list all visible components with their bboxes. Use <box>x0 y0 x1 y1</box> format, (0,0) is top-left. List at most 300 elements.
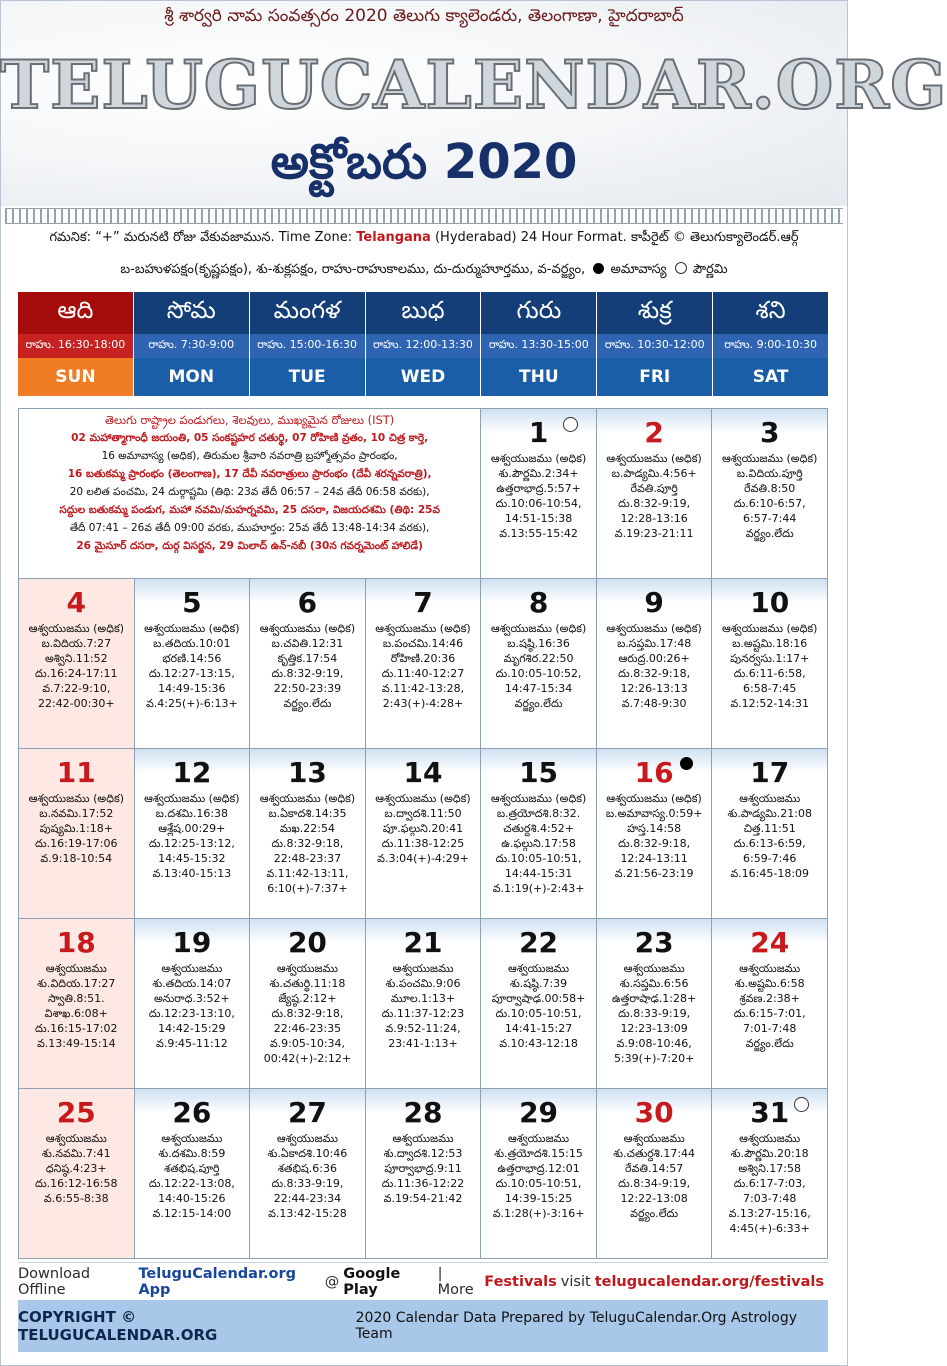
day-cell <box>481 1089 597 1259</box>
panchang-line: వ.9:05-10:34, <box>269 1037 346 1050</box>
panchang-line: ఆశ్వయుజము (అధిక) <box>28 792 124 805</box>
panchang-line: 6:10(+)-7:37+ <box>267 882 348 895</box>
panchang-line: ఉత్తరాభాద్ర.5:57+ <box>496 482 581 495</box>
panchang-line: రేవతి.పూర్తి <box>630 482 678 495</box>
panchang-line: ఆశ్వయుజము (అధిక) <box>375 792 471 805</box>
panchang-line: ఆశ్వయుజము (అధిక) <box>490 622 587 635</box>
panchang-line: 12:24-13:11 <box>620 852 688 865</box>
panchang-line: ఆశ్వయుజము <box>45 962 107 975</box>
festival-line: 02 మహాత్మాగాంధీ జయంతి, 05 సంకష్టహర చతుర్థి, 07 రోహిణి వ్రతం, 10 చిత్ర కార్తె, <box>71 432 429 444</box>
day-number: 27 <box>287 1096 327 1129</box>
ornament-divider <box>5 208 843 224</box>
panchang-line: బ.తదియ.10:01 <box>153 637 231 650</box>
panchang-line: ఆశ్వయుజము (అధిక) <box>490 792 587 805</box>
day-cell <box>597 919 713 1089</box>
day-cell <box>135 579 251 749</box>
panchang-line: 14:41-15:27 <box>504 1022 573 1035</box>
weekday-english-name: SAT <box>713 358 828 396</box>
weekday-english-name: FRI <box>597 358 712 396</box>
panchang-line: 23:41-1:13+ <box>388 1037 458 1050</box>
panchang-line: దు.8:32-9:18, <box>618 667 691 680</box>
day-cell <box>597 1089 713 1259</box>
day-cell <box>19 1089 135 1259</box>
weekday-rahukalam: రాహు. 15:00-16:30 <box>250 334 365 358</box>
weekday-rahukalam: రాహు. 12:00-13:30 <box>366 334 481 358</box>
panchang-line: పుష్యమి.1:18+ <box>39 822 113 835</box>
panchang-line: వ.1:28(+)-3:16+ <box>492 1207 585 1220</box>
panchang-line: ఆశ్వయుజము (అధిక) <box>375 622 471 635</box>
panchang-line: వ.4:25(+)-6:13+ <box>145 697 238 710</box>
panchang-line: ఆశ్వయుజము (అధిక) <box>259 622 356 635</box>
day-number: 30 <box>634 1096 674 1129</box>
panchang-line: శతభిష.6:36 <box>277 1162 337 1175</box>
panchang-line: దు.8:33-9:19, <box>618 1007 691 1020</box>
panchang-line: ఆశ్వయుజము <box>45 1132 107 1145</box>
panchang-line: ఆశ్వయుజము <box>392 1132 454 1145</box>
panchang-line: శు.త్రయోదశి.15:15 <box>494 1147 583 1160</box>
weekday-column-tue <box>250 292 366 398</box>
festival-title: తెలుగు రాష్ట్రాల పండుగలు, శెలవులు, ముఖ్యమైన రోజులు (IST) <box>104 413 395 427</box>
panchang-line: 4:45(+)-6:33+ <box>729 1222 810 1235</box>
panchang-line: వర్జ్యం.లేదు <box>283 697 332 710</box>
panchang-line: చతుర్దశి.4:52+ <box>503 822 574 835</box>
weekday-column-mon <box>134 292 250 398</box>
more-text: | More <box>437 1266 474 1298</box>
at-text: @ <box>324 1274 340 1290</box>
day-number: 15 <box>519 756 559 789</box>
day-number: 19 <box>172 926 212 959</box>
day-number: 26 <box>172 1096 212 1129</box>
panchang-line: ఆశ్వయుజము <box>623 1132 685 1145</box>
panchang-line: ఆశ్వయుజము (అధిక) <box>28 622 124 635</box>
panchang-line: బ.దశమి.16:38 <box>155 807 229 820</box>
panchang-line: పూర్వాషాఢ.00:58+ <box>491 992 586 1005</box>
calendar-grid <box>18 408 828 1259</box>
panchang-line: వర్జ్యం.లేదు <box>630 1207 679 1220</box>
panchang-line: దు.16:15-17:02 <box>35 1022 118 1035</box>
panchang-line: బ.విదియ.పూర్తి <box>736 467 803 480</box>
abbreviation-legend <box>0 262 848 280</box>
weekday-telugu-name: ఆది <box>18 292 133 334</box>
panchang-line: వ.13:55-15:42 <box>499 527 578 540</box>
panchang-line: దు.16:24-17:11 <box>35 667 118 680</box>
panchang-line: శు.ఏకాదశి.10:46 <box>267 1147 348 1160</box>
day-number: 1 <box>528 416 549 449</box>
panchang-line: అనురాధ.3:52+ <box>153 992 230 1005</box>
panchang-line: రోహిణి.20:36 <box>390 652 456 665</box>
panchang-line: దు.11:38-12:25 <box>381 837 465 850</box>
weekday-telugu-name: గురు <box>481 292 596 334</box>
day-cell <box>712 749 828 919</box>
weekday-column-sat <box>713 292 828 398</box>
panchang-line: శు.పౌర్ణమి.20:18 <box>730 1147 809 1160</box>
panchang-line: మూల.1:13+ <box>390 992 456 1005</box>
festival-line: 20 లలిత పంచమి, 24 దుర్గాష్టమి (తిథి: 23వ తేదీ 06:57 – 24వ తేదీ 06:58 వరకు), <box>69 486 430 498</box>
day-cell <box>250 579 366 749</box>
panchang-line: ఆశ్వయుజము (అధిక) <box>721 622 818 635</box>
panchang-line: శు.అష్టమి.6:58 <box>734 977 805 990</box>
credit-text: 2020 Calendar Data Prepared by TeluguCalendar.Org Astrology Team <box>355 1310 798 1342</box>
day-number: 10 <box>750 586 790 619</box>
day-cell <box>250 749 366 919</box>
panchang-line: 22:44-23:34 <box>273 1192 342 1205</box>
weekday-english-name: WED <box>366 358 481 396</box>
day-cell <box>481 919 597 1089</box>
note-suffix: (Hyderabad) 24 Hour Format. కాపీరైట్ © తెలుగుక్యాలెండర్.ఆర్గ్ <box>434 230 799 245</box>
panchang-line: 22:48-23:37 <box>273 852 342 865</box>
panchang-line: 14:40-15:26 <box>158 1192 226 1205</box>
festival-line: సద్దుల బతుకమ్మ పండుగ, మహా నవమి/మహర్నవమి, 25 దసరా, విజయదశమి (తిథి: 25వ <box>59 504 440 516</box>
panchang-line: ఆరుద్ర.00:26+ <box>618 652 690 665</box>
panchang-line: బ.ద్వాదశి.11:50 <box>384 807 462 820</box>
legend-text: బ-బహుళపక్షం(కృష్ణపక్షం), శు-శుక్లపక్షం, రాహు-రాహుకాలము, దు-దుర్ముహూర్తము, వ-వర్జ్యం, <box>120 262 586 277</box>
panchang-line: కృత్తిక.17:54 <box>277 652 338 665</box>
day-number: 2 <box>644 416 664 449</box>
panchang-line: పునర్వసు.1:17+ <box>730 652 810 665</box>
panchang-line: ఆశ్వయుజము (అధిక) <box>490 452 587 465</box>
festival-line: 26 మైసూర్ దసరా, దుర్గ విసర్జన, 29 మిలాద్ ఉన్-నబీ (30న గవర్నమెంట్ హాలిడే) <box>76 540 423 552</box>
panchang-line: దు.12:22-13:08, <box>148 1177 235 1190</box>
panchang-line: విశాఖ.6:08+ <box>44 1007 108 1020</box>
panchang-line: ఆశ్వయుజము <box>276 962 338 975</box>
day-cell <box>712 919 828 1089</box>
panchang-line: ఆశ్వయుజము (అధిక) <box>721 452 818 465</box>
panchang-line: దు.8:32-9:18, <box>271 837 344 850</box>
day-cell <box>135 749 251 919</box>
year-subtitle: శ్రీ శార్వరి నామ సంవత్సరం 2020 తెలుగు క్యాలెండరు, తెలంగాణా, హైదరాబాద్ <box>164 6 684 26</box>
panchang-line: 12:26-13:13 <box>620 682 688 695</box>
panchang-line: శతభిష.పూర్తి <box>164 1162 220 1175</box>
panchang-line: ఆశ్వయుజము <box>276 1132 338 1145</box>
panchang-line: ఆశ్వయుజము <box>739 1132 801 1145</box>
weekday-header <box>18 292 828 398</box>
panchang-line: ఆశ్వయుజము (అధిక) <box>144 622 240 635</box>
panchang-line: వ.13:49-15:14 <box>36 1037 116 1050</box>
panchang-line: శు.ద్వాదశి.12:53 <box>383 1147 463 1160</box>
panchang-line: 14:47-15:34 <box>504 682 573 695</box>
panchang-line: ఆశ్లేష.00:29+ <box>158 822 226 835</box>
panchang-line: ఉ.ఫల్గుని.17:58 <box>501 837 576 850</box>
day-number: 13 <box>287 756 327 789</box>
panchang-line: ఆశ్వయుజము <box>508 962 570 975</box>
panchang-line: దు.10:05-10:52, <box>495 667 582 680</box>
panchang-line: వ.16:45-18:09 <box>730 867 810 880</box>
festivals-url-link[interactable]: telugucalendar.org/festivals <box>594 1274 825 1290</box>
panchang-line: 5:39(+)-7:20+ <box>613 1052 695 1065</box>
day-number: 31 <box>750 1096 790 1129</box>
panchang-line: దు.10:06-10:54, <box>495 497 582 510</box>
panchang-line: ఆశ్వయుజము <box>739 962 801 975</box>
visit-text: visit <box>560 1274 591 1290</box>
day-number: 24 <box>750 926 790 959</box>
panchang-line: ఆశ్వయుజము (అధిక) <box>606 622 702 635</box>
panchang-line: ఆశ్వయుజము <box>161 1132 223 1145</box>
day-cell <box>597 579 713 749</box>
new-moon-icon <box>593 263 604 274</box>
panchang-line: బ.అష్టమి.18:16 <box>732 637 808 650</box>
day-cell <box>712 1089 828 1259</box>
panchang-line: 14:51-15:38 <box>504 512 573 525</box>
day-number: 3 <box>759 416 780 449</box>
panchang-line: దు.8:34-9:19, <box>618 1177 691 1190</box>
panchang-line: 14:39-15:25 <box>504 1192 573 1205</box>
weekday-rahukalam: రాహు. 13:30-15:00 <box>481 334 596 358</box>
panchang-line: దు.6:13-6:59, <box>733 837 806 850</box>
day-number: 12 <box>172 756 212 789</box>
day-number: 29 <box>519 1096 559 1129</box>
panchang-line: వ.10:43-12:18 <box>499 1037 578 1050</box>
weekday-rahukalam: రాహు. 9:00-10:30 <box>713 334 828 358</box>
panchang-line: శు.తదియ.14:07 <box>152 977 232 990</box>
festivals-link[interactable]: Festivals <box>484 1274 557 1290</box>
day-number: 9 <box>644 586 664 619</box>
day-number: 21 <box>403 926 443 959</box>
panchang-line: జ్యేష్ఠ.2:12+ <box>278 992 337 1005</box>
panchang-line: ఆశ్వయుజము (అధిక) <box>606 792 702 805</box>
panchang-line: 7:01-7:48 <box>743 1022 797 1035</box>
panchang-line: దు.6:15-7:01, <box>733 1007 806 1020</box>
panchang-line: దు.6:17-7:03, <box>733 1177 806 1190</box>
panchang-line: స్వాతి.8:51. <box>47 992 105 1005</box>
panchang-line: శు.చతుర్థి.11:18 <box>269 977 346 990</box>
day-cell <box>366 749 482 919</box>
panchang-line: మఖ.22:54 <box>279 822 335 835</box>
legend-full-moon: పౌర్ణమి <box>692 262 728 277</box>
panchang-line: బ.ఏకాదశి.14:35 <box>268 807 347 820</box>
panchang-line: దు.8:32-9:18, <box>271 1007 344 1020</box>
panchang-line: వ.7:48-9:30 <box>621 697 687 710</box>
panchang-line: ఉత్తరాభాద్ర.12:01 <box>497 1162 580 1175</box>
day-cell <box>712 409 828 579</box>
day-number: 6 <box>297 586 318 619</box>
panchang-line: దు.11:40-12:27 <box>381 667 465 680</box>
day-number: 16 <box>634 756 674 789</box>
festival-line: తేదీ 07:41 – 26వ తేదీ 09:00 వరకు, ముహూర్తం: 25వ తేదీ 13:48-14:34 వరకు), <box>69 522 430 534</box>
panchang-line: దు.10:05-10:51, <box>495 1177 582 1190</box>
panchang-line: అశ్విని.17:58 <box>738 1162 801 1175</box>
legend-new-moon: అమావాస్య <box>610 262 667 277</box>
weekday-telugu-name: సోమ <box>134 292 249 334</box>
panchang-line: శు.నవమి.7:41 <box>41 1147 111 1160</box>
panchang-line: దు.6:10-6:57, <box>733 497 806 510</box>
weekday-english-name: SUN <box>18 358 133 396</box>
festival-list <box>19 409 481 579</box>
panchang-line: వ.9:45-11:12 <box>156 1037 228 1050</box>
day-cell <box>250 1089 366 1259</box>
weekday-column-wed <box>366 292 482 398</box>
panchang-line: 6:58-7:45 <box>743 682 797 695</box>
weekday-rahukalam: రాహు. 16:30-18:00 <box>18 334 133 358</box>
copyright-bar <box>18 1300 828 1352</box>
panchang-line: వ.6:55-8:38 <box>43 1192 109 1205</box>
full-moon-icon <box>675 262 687 274</box>
day-cell <box>135 919 251 1089</box>
day-cell <box>19 749 135 919</box>
panchang-line: వ.19:23-21:11 <box>614 527 694 540</box>
panchang-line: ఆశ్వయుజము <box>508 1132 570 1145</box>
panchang-line: ఆశ్వయుజము (అధిక) <box>606 452 702 465</box>
panchang-line: దు.8:32-9:18, <box>618 837 691 850</box>
panchang-line: బ.విదియ.7:27 <box>41 637 112 650</box>
panchang-line: వ.3:04(+)-4:29+ <box>377 852 469 865</box>
panchang-line: బ.త్రయోదశి.8:32. <box>496 807 581 820</box>
day-number: 5 <box>182 586 202 619</box>
panchang-line: 14:42-15:29 <box>158 1022 226 1035</box>
panchang-line: బ.షష్ఠి.16:36 <box>507 637 570 650</box>
day-number: 18 <box>56 926 96 959</box>
panchang-line: 7:03-7:48 <box>743 1192 797 1205</box>
panchang-line: ఆశ్వయుజము <box>392 962 454 975</box>
day-number: 28 <box>403 1096 443 1129</box>
weekday-column-sun <box>18 292 134 398</box>
day-cell <box>19 579 135 749</box>
download-banner <box>18 1262 828 1301</box>
weekday-telugu-name: బుధ <box>366 292 481 334</box>
panchang-line: 12:28-13:16 <box>620 512 688 525</box>
google-play-link[interactable]: Google Play <box>343 1266 401 1298</box>
day-number: 11 <box>56 756 96 789</box>
panchang-line: 12:22-13:08 <box>620 1192 688 1205</box>
day-cell <box>597 409 713 579</box>
panchang-line: వ.11:42-13:11, <box>266 867 349 880</box>
day-cell <box>366 579 482 749</box>
panchang-line: బ.నవమి.17:52 <box>39 807 114 820</box>
panchang-line: వ.7:22-9:10, <box>42 682 111 695</box>
panchang-line: 22:46-23:35 <box>273 1022 342 1035</box>
note-prefix: గమనిక: “+” మరునటి రోజు వేకువజామున. Time Zone: <box>49 230 353 245</box>
panchang-line: వర్జ్యం.లేదు <box>514 697 563 710</box>
panchang-line: 14:45-15:32 <box>158 852 226 865</box>
day-cell <box>366 1089 482 1259</box>
weekday-telugu-name: మంగళ <box>250 292 365 334</box>
panchang-line: 6:57-7:44 <box>743 512 797 525</box>
day-number: 14 <box>403 756 443 789</box>
panchang-line: వ.11:42-13:28, <box>381 682 465 695</box>
panchang-line: ఆశ్వయుజము <box>161 962 223 975</box>
panchang-line: వ.9:18-10:54 <box>40 852 113 865</box>
panchang-line: రేవతి.8:50 <box>744 482 796 495</box>
panchang-line: దు.12:23-13:10, <box>148 1007 235 1020</box>
panchang-line: 2:43(+)-4:28+ <box>382 697 464 710</box>
day-number: 23 <box>634 926 674 959</box>
panchang-line: వ.13:40-15:13 <box>152 867 232 880</box>
day-cell <box>481 749 597 919</box>
day-cell <box>366 919 482 1089</box>
month-title: అక్టోబరు 2020 <box>270 134 578 190</box>
panchang-line: శు.షష్ఠి.7:39 <box>509 977 568 990</box>
note-zone: Telangana <box>356 230 431 245</box>
panchang-line: దు.11:37-12:23 <box>381 1007 465 1020</box>
panchang-line: వ.1:19(+)-2:43+ <box>492 882 585 895</box>
panchang-line: 22:50-23:39 <box>273 682 342 695</box>
panchang-line: అశ్విని.11:52 <box>44 652 108 665</box>
panchang-line: శు.దశమి.8:59 <box>158 1147 226 1160</box>
panchang-line: 12:23-13:09 <box>620 1022 688 1035</box>
weekday-rahukalam: రాహు. 10:30-12:00 <box>597 334 712 358</box>
panchang-line: బ.సప్తమి.17:48 <box>617 637 692 650</box>
weekday-rahukalam: రాహు. 7:30-9:00 <box>134 334 249 358</box>
panchang-line: వ.19:54-21:42 <box>383 1192 463 1205</box>
panchang-line: శు.విదియ.17:27 <box>37 977 116 990</box>
panchang-line: శ్రవణ.2:38+ <box>739 992 800 1005</box>
day-cell <box>250 919 366 1089</box>
panchang-line: శు.పాడ్యమి.21:08 <box>727 807 812 820</box>
panchang-line: ఉత్తరాషాఢ.1:28+ <box>612 992 697 1005</box>
day-cell <box>712 579 828 749</box>
day-number: 25 <box>56 1096 96 1129</box>
panchang-line: శు.పౌర్ణమి.2:34+ <box>498 467 579 480</box>
panchang-line: ఆశ్వయుజము (అధిక) <box>144 792 240 805</box>
festival-line: 16 అమావాస్య (అధిక), తిరుమల శ్రీవారి నవరాత్రి బ్రహ్మోత్సవం ప్రారంభం, <box>101 450 398 462</box>
panchang-line: దు.11:36-12:22 <box>381 1177 465 1190</box>
day-number: 17 <box>750 756 790 789</box>
panchang-line: వ.13:42-15:28 <box>268 1207 347 1220</box>
day-number: 22 <box>519 926 559 959</box>
panchang-line: భరణి.14:56 <box>162 652 222 665</box>
panchang-line: ఆశ్వయుజము <box>739 792 801 805</box>
weekday-english-name: TUE <box>250 358 365 396</box>
festival-line: 16 బతుకమ్మ ప్రారంభం (తెలంగాణ), 17 దేవీ నవరాత్రులు ప్రారంభం (దేవీ శరన్నవరాత్రి), <box>67 468 432 480</box>
panchang-line: వర్జ్యం.లేదు <box>745 527 794 540</box>
panchang-line: 14:44-15:31 <box>504 867 573 880</box>
day-cell <box>597 749 713 919</box>
panchang-line: మృగశిర.22:50 <box>503 652 574 665</box>
full-moon-icon <box>563 417 578 432</box>
day-cell <box>481 409 597 579</box>
panchang-line: రేవతి.14:57 <box>625 1162 684 1175</box>
day-cell <box>135 1089 251 1259</box>
day-number: 7 <box>413 586 433 619</box>
weekday-telugu-name: శని <box>713 292 828 334</box>
timezone-note <box>0 230 848 248</box>
weekday-english-name: THU <box>481 358 596 396</box>
panchang-line: దు.8:32-9:19, <box>271 667 344 680</box>
panchang-line: ఆశ్వయుజము (అధిక) <box>259 792 356 805</box>
panchang-line: 00:42(+)-2:12+ <box>263 1052 352 1065</box>
day-cell <box>481 579 597 749</box>
weekday-telugu-name: శుక్ర <box>597 292 712 334</box>
panchang-line: శు.పంచమి.9:06 <box>385 977 461 990</box>
panchang-line: దు.10:05-10:51, <box>495 852 582 865</box>
panchang-line: దు.16:19-17:06 <box>35 837 118 850</box>
panchang-line: బ.చవితి.12:31 <box>271 637 344 650</box>
download-text: Download Offline <box>18 1266 91 1298</box>
panchang-line: హస్త.14:58 <box>627 822 682 835</box>
panchang-line: వర్జ్యం.లేదు <box>745 1037 794 1050</box>
app-link[interactable]: TeluguCalendar.org App <box>138 1266 297 1298</box>
panchang-line: దు.16:12-16:58 <box>35 1177 118 1190</box>
panchang-line: దు.8:32-9:19, <box>618 497 691 510</box>
copyright-text: COPYRIGHT © TELUGUCALENDAR.ORG <box>18 1308 218 1344</box>
panchang-line: 14:49-15:36 <box>158 682 226 695</box>
panchang-line: బ.పంచమి.14:46 <box>382 637 464 650</box>
panchang-line: వ.9:52-11:24, <box>385 1022 461 1035</box>
panchang-line: ఆశ్వయుజము <box>623 962 685 975</box>
panchang-line: వ.21:56-23:19 <box>614 867 694 880</box>
panchang-line: వ.12:15-14:00 <box>152 1207 232 1220</box>
panchang-line: పూర్వాభాద్ర.9:11 <box>384 1162 462 1175</box>
panchang-line: 6:59-7:46 <box>743 852 797 865</box>
full-moon-icon <box>794 1097 809 1112</box>
panchang-line: 22:42-00:30+ <box>37 697 115 710</box>
panchang-line: బ.అమావాస్య.0:59+ <box>605 807 703 820</box>
day-number: 4 <box>66 586 87 619</box>
panchang-line: పూ.ఫల్గుని.20:41 <box>382 822 464 835</box>
panchang-line: దు.6:11-6:58, <box>733 667 806 680</box>
panchang-line: దు.12:27-13:15, <box>148 667 235 680</box>
day-number: 20 <box>287 926 327 959</box>
panchang-line: వ.12:52-14:31 <box>730 697 810 710</box>
